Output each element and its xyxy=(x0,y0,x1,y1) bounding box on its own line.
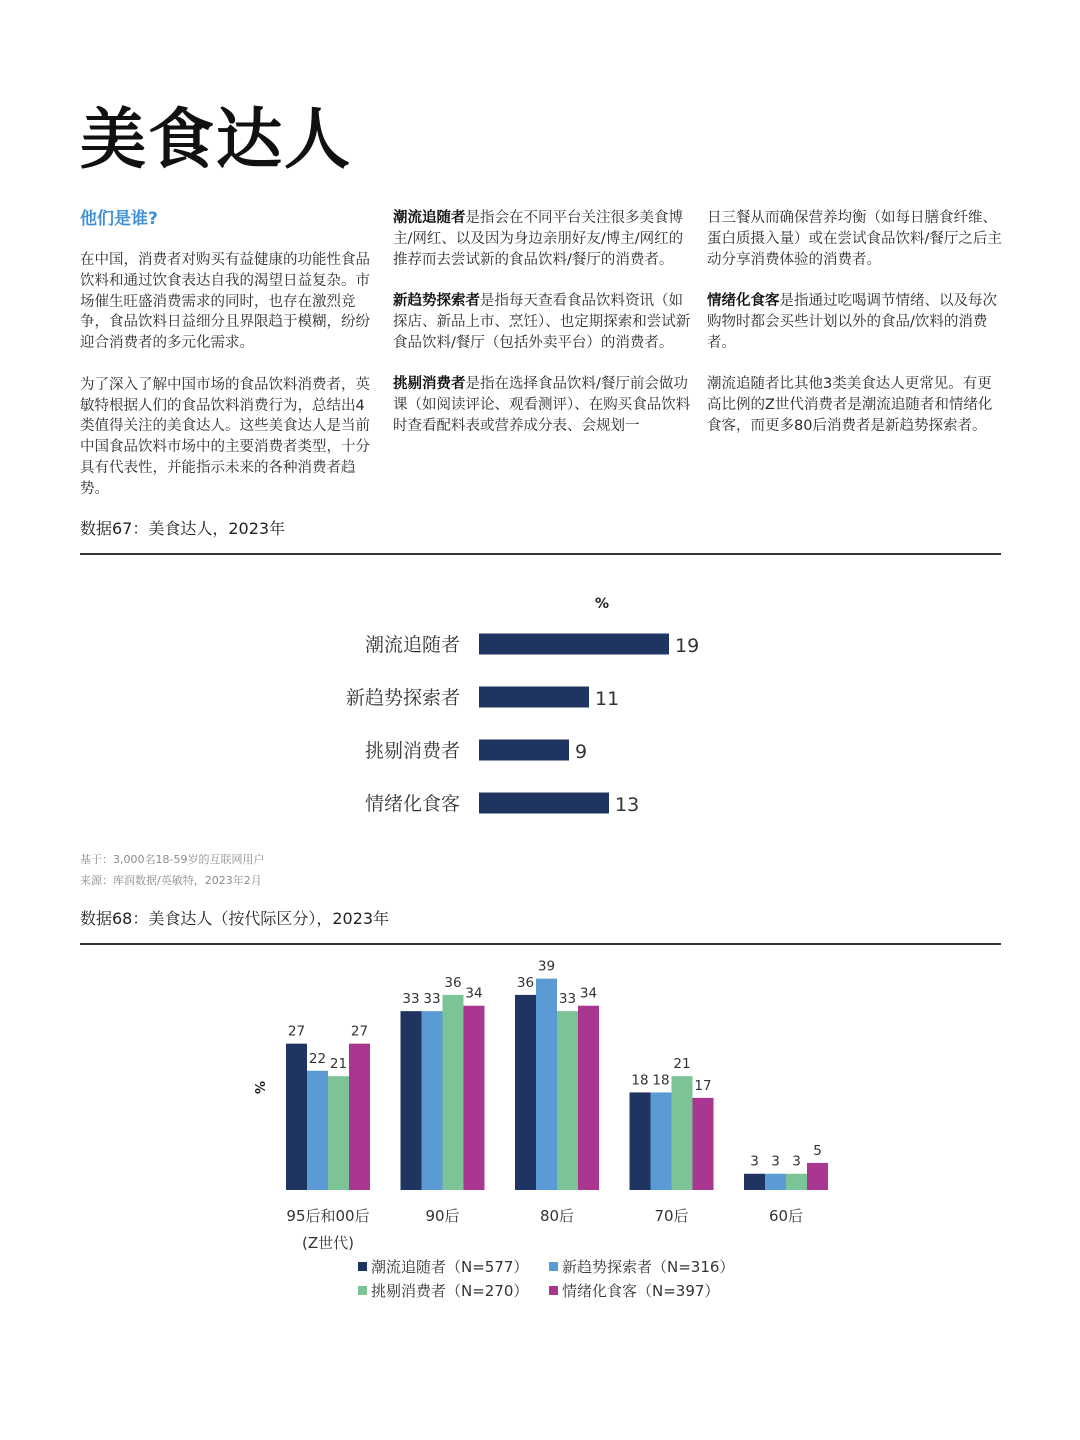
unit-label: % xyxy=(594,596,610,612)
page-title: 美食达人 xyxy=(80,101,352,178)
bar xyxy=(807,1163,828,1190)
generation-chart xyxy=(0,960,1080,1360)
data-label: 18 xyxy=(631,1072,649,1089)
definition-term: 潮流追随者 xyxy=(393,210,466,226)
intro-heading: 他们是谁? xyxy=(80,209,158,229)
data-label: 3 xyxy=(750,1153,759,1170)
bar xyxy=(672,1076,693,1190)
definition-trend-explorer xyxy=(393,291,691,353)
source-note: 来源：库润数据/英敏特，2023年2月 xyxy=(80,874,262,887)
data-label: 13 xyxy=(615,794,640,816)
data-label: 27 xyxy=(287,1023,306,1040)
definitions-column-continued xyxy=(707,208,1003,458)
category-sublabel: (Z世代) xyxy=(302,1234,354,1252)
data-label: 3 xyxy=(771,1153,780,1170)
chart-notes xyxy=(80,849,264,891)
intro-column xyxy=(80,208,375,520)
bar xyxy=(651,1092,672,1190)
definition-term: 情绪化食客 xyxy=(707,293,780,310)
definitions-column xyxy=(393,208,691,458)
category-label: 95后和00后 xyxy=(286,1207,370,1225)
figure2-divider xyxy=(80,943,1001,945)
bar xyxy=(328,1076,349,1190)
y-axis-label: % xyxy=(251,1081,266,1095)
figure1-label: 数据67：美食达人，2023年 xyxy=(80,519,286,538)
data-label: 21 xyxy=(329,1056,348,1073)
bar xyxy=(786,1174,807,1190)
legend-label: 情绪化食客（N=397） xyxy=(562,1282,720,1300)
data-label: 36 xyxy=(516,974,535,991)
definition-text: 是指会在不同平台关注很多美食博主/网红、以及因为身边亲朋好友/博主/网红的推荐而去尝试新的食品饮料/餐厅的消费者。 xyxy=(393,210,684,268)
definition-picky-consumer xyxy=(393,374,691,436)
bar xyxy=(422,1011,443,1190)
legend-label: 潮流追随者（N=577） xyxy=(371,1258,529,1276)
data-label: 9 xyxy=(575,741,588,763)
definition-term: 新趋势探索者 xyxy=(393,293,480,310)
definition-continuation: 日三餐从而确保营养均衡（如每日膳食纤维、蛋白质摄入量）或在尝试食品饮料/餐厅之后主动分享消费体验的消费者。 xyxy=(707,210,1002,268)
bar xyxy=(307,1071,328,1190)
category-label: 情绪化食客 xyxy=(364,793,460,815)
bar xyxy=(479,687,589,708)
definition-text: 是指通过吃喝调节情绪、以及每次购物时都会买些计划以外的食品/饮料的消费者。 xyxy=(707,293,997,351)
intro-paragraph: 为了深入了解中国市场的食品饮料消费者，英敏特根据人们的食品饮料消费行为，总结出4类值得关注的美食达人。这些美食达人是当前中国食品饮料市场中的主要消费者类型，十分具有代表性，并能指示未来的各种消费者趋势。 xyxy=(80,376,370,497)
bar xyxy=(578,1006,599,1190)
category-label: 80后 xyxy=(539,1207,575,1225)
bar xyxy=(479,740,569,761)
category-label: 挑剔消费者 xyxy=(364,740,460,762)
bar xyxy=(744,1174,765,1190)
bar xyxy=(464,1006,485,1190)
bar xyxy=(630,1092,651,1190)
definition-term: 挑剔消费者 xyxy=(393,376,466,393)
category-label: 60后 xyxy=(768,1207,804,1225)
data-label: 11 xyxy=(595,688,620,710)
figure1-divider xyxy=(80,553,1001,555)
legend-swatch xyxy=(358,1262,367,1271)
definition-text: 是指在选择食品饮料/餐厅前会做功课（如阅读评论、观看测评）、在购买食品饮料时查看配料表或营养成分表、会规划一 xyxy=(393,376,691,434)
data-label: 34 xyxy=(465,985,483,1002)
bar xyxy=(401,1011,422,1190)
data-label: 21 xyxy=(673,1056,691,1073)
legend-swatch xyxy=(549,1286,558,1295)
bar xyxy=(286,1044,307,1190)
data-label: 17 xyxy=(694,1077,712,1094)
data-label: 5 xyxy=(813,1142,822,1159)
legend-label: 挑剔消费者（N=270） xyxy=(371,1282,529,1300)
base-note: 基于：3,000名18-59岁的互联网用户 xyxy=(80,853,265,866)
data-label: 3 xyxy=(792,1153,801,1170)
bar xyxy=(349,1044,370,1190)
definition-emotional-eater xyxy=(707,291,1003,353)
intro-paragraph: 在中国，消费者对购买有益健康的功能性食品饮料和通过饮食表达自我的渴望日益复杂。市场催生旺盛消费需求的同时，也存在激烈竞争，食品饮料日益细分且界限趋于模糊，纷纷迎合消费者的多元化需求。 xyxy=(80,252,370,352)
definition-trend-follower xyxy=(393,208,691,270)
bar xyxy=(515,995,536,1190)
data-label: 33 xyxy=(423,991,441,1008)
data-label: 19 xyxy=(675,635,700,657)
bar xyxy=(765,1174,786,1190)
category-label: 90后 xyxy=(425,1207,460,1225)
bar xyxy=(693,1098,714,1190)
bar xyxy=(443,995,464,1190)
data-label: 27 xyxy=(350,1023,369,1040)
summary-paragraph: 潮流追随者比其他3类美食达人更常见。有更高比例的Z世代消费者是潮流追随者和情绪化食客，而更多80后消费者是新趋势探索者。 xyxy=(707,376,993,434)
legend-swatch xyxy=(358,1286,367,1295)
data-label: 22 xyxy=(308,1050,327,1067)
data-label: 34 xyxy=(579,985,598,1002)
legend-swatch xyxy=(549,1262,558,1271)
figure2-label: 数据68：美食达人（按代际区分），2023年 xyxy=(80,909,390,928)
bar xyxy=(479,793,609,814)
data-label: 33 xyxy=(558,991,577,1008)
segment-share-chart xyxy=(0,580,1080,850)
bar xyxy=(557,1011,578,1190)
data-label: 36 xyxy=(444,974,462,991)
data-label: 39 xyxy=(537,960,556,975)
data-label: 33 xyxy=(402,991,420,1008)
category-label: 70后 xyxy=(654,1207,689,1225)
bar xyxy=(536,979,557,1190)
category-label: 潮流追随者 xyxy=(364,634,460,656)
definition-text: 是指每天查看食品饮料资讯（如探店、新品上市、烹饪）、也定期探索和尝试新食品饮料/餐厅（包括外卖平台）的消费者。 xyxy=(393,293,691,351)
legend-label: 新趋势探索者（N=316） xyxy=(562,1258,735,1276)
data-label: 18 xyxy=(652,1072,670,1089)
category-label: 新趋势探索者 xyxy=(345,687,460,709)
bar xyxy=(479,634,669,655)
